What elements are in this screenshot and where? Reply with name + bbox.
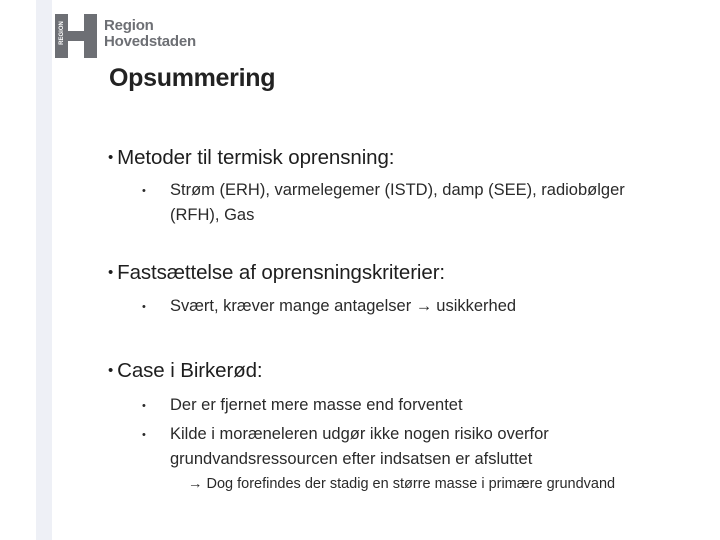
logo-mark-text: REGION xyxy=(59,21,66,45)
slide-title: Opsummering xyxy=(109,64,276,92)
bullet-icon: • xyxy=(142,429,146,441)
logo-text xyxy=(104,18,244,50)
bullet-icon: • xyxy=(108,362,114,379)
bullet-icon: • xyxy=(108,264,114,281)
heading-text: Fastsættelse af oprensningskriterier: xyxy=(117,261,446,284)
sub-sub-bullet-text: Dog forefindes der stadig en større masse i primære grundvand xyxy=(206,476,616,492)
heading-text: Metoder til termisk oprensning: xyxy=(117,146,395,169)
sub-bullet-case-mass xyxy=(142,393,642,418)
bullet-icon: • xyxy=(108,149,114,166)
bullet-icon: • xyxy=(142,301,146,313)
sub-bullet-criteria xyxy=(142,294,642,319)
logo-mark-icon xyxy=(55,14,97,58)
bullet-heading-methods xyxy=(108,146,394,170)
bullet-icon: • xyxy=(142,400,146,412)
bullet-icon: • xyxy=(142,185,146,197)
sub-sub-bullet-case xyxy=(188,474,648,495)
left-decorative-band xyxy=(36,0,52,540)
criteria-text: Svært, kræver mange antagelser xyxy=(170,297,412,315)
logo-line-region: Region xyxy=(104,17,154,34)
arrow-right-icon: → xyxy=(415,297,433,315)
sub-bullet-text: Strøm (ERH), varmelegemer (ISTD), damp (SEE), radiobølger (RFH), Gas xyxy=(170,181,625,224)
sub-bullet-text: Kilde i moræneleren udgør ikke nogen risiko overfor grundvandsressourcen efter indsatsen er afsluttet xyxy=(170,425,549,468)
bullet-heading-case xyxy=(108,359,263,383)
bullet-heading-criteria xyxy=(108,261,445,285)
heading-text: Case i Birkerød: xyxy=(117,359,263,382)
arrow-right-icon: → xyxy=(188,476,203,492)
sub-bullet-text xyxy=(142,294,642,319)
sub-bullet-case-source xyxy=(142,422,642,472)
criteria-result: usikkerhed xyxy=(436,297,517,315)
logo-line-hovedstaden: Hovedstaden xyxy=(104,33,196,50)
sub-bullet-methods-list xyxy=(142,178,642,228)
sub-bullet-text: Der er fjernet mere masse end forventet xyxy=(170,396,463,414)
